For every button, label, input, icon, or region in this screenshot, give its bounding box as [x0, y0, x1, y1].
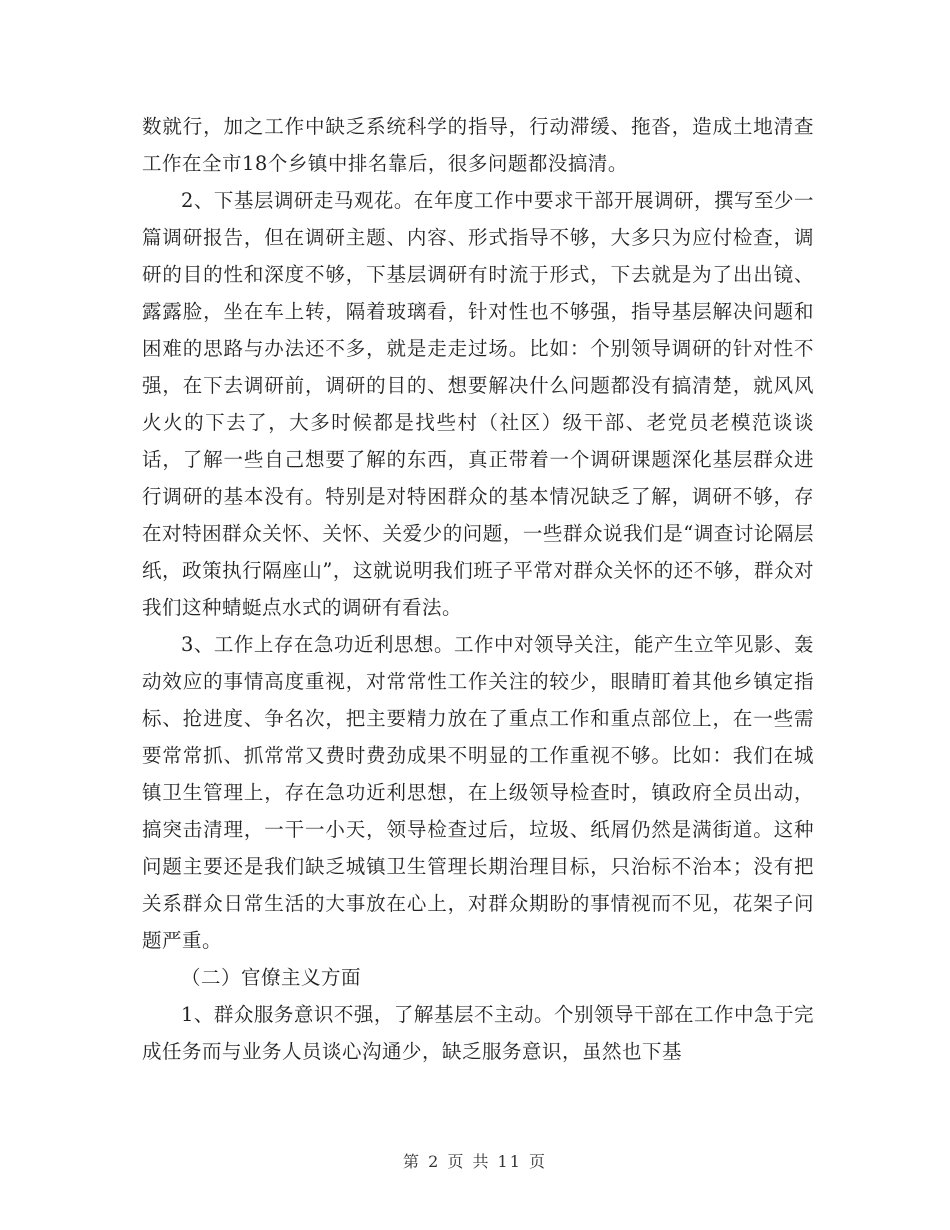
paragraph-item-3: 3、工作上存在急功近利思想。工作中对领导关注，能产生立竿见影、轰动效应的事情高度重视，对常常性工作关注的较少，眼睛盯着其他乡镇定指标、抢进度、争名次，把主要精力放在了重点工作和重点部位上，在一些需要常常抓、抓常常又费时费劲成果不明显的工作重视不够。比如：我们在城镇卫生管理上，存在急功近利思想，在上级领导检查时，镇政府全员出动，搞突击清理，一干一小天，领导检查过后，垃圾、纸屑仍然是满街道。这种问题主要还是我们缺乏城镇卫生管理长期治理目标，只治标不治本；没有把关系群众日常生活的大事放在心上，对群众期盼的事情视而不见，花架子问题严重。	[142, 633, 814, 952]
paragraph-item-1: 1、群众服务意识不强，了解基层不主动。个别领导干部在工作中急于完成任务而与业务人员谈心沟通少，缺乏服务意识，虽然也下基	[142, 1003, 814, 1063]
page-number-footer: 第 2 页 共 11 页	[403, 1152, 547, 1171]
paragraph-continuation: 数就行，加之工作中缺乏系统科学的指导，行动滞缓、拖沓，造成土地清查工作在全市18个乡镇中排名靠后，很多问题都没搞清。	[142, 115, 814, 175]
paragraph-item-2: 2、下基层调研走马观花。在年度工作中要求干部开展调研，撰写至少一篇调研报告，但在调研主题、内容、形式指导不够，大多只为应付检查，调研的目的性和深度不够，下基层调研有时流于形式，下去就是为了出出镜、露露脸，坐在车上转，隔着玻璃看，针对性也不够强，指导基层解决问题和困难的思路与办法还不多，就是走走过场。比如：个别领导调研的针对性不强，在下去调研前，调研的目的、想要解决什么问题都没有搞清楚，就风风火火的下去了，大多时候都是找些村（社区）级干部、老党员老模范谈谈话，了解一些自己想要了解的东西，真正带着一个调研课题深化基层群众进行调研的基本没有。特别是对特困群众的基本情况缺乏了解，调研不够，存在对特困群众关怀、关怀、关爱少的问题，一些群众说我们是“调查讨论隔层纸，政策执行隔座山”，这就说明我们班子平常对群众关怀的还不够，群众对我们这种蜻蜓点水式的调研有看法。	[142, 189, 814, 619]
document-body	[142, 108, 814, 1070]
section-heading-bureaucratism: （二）官僚主义方面	[181, 966, 362, 989]
